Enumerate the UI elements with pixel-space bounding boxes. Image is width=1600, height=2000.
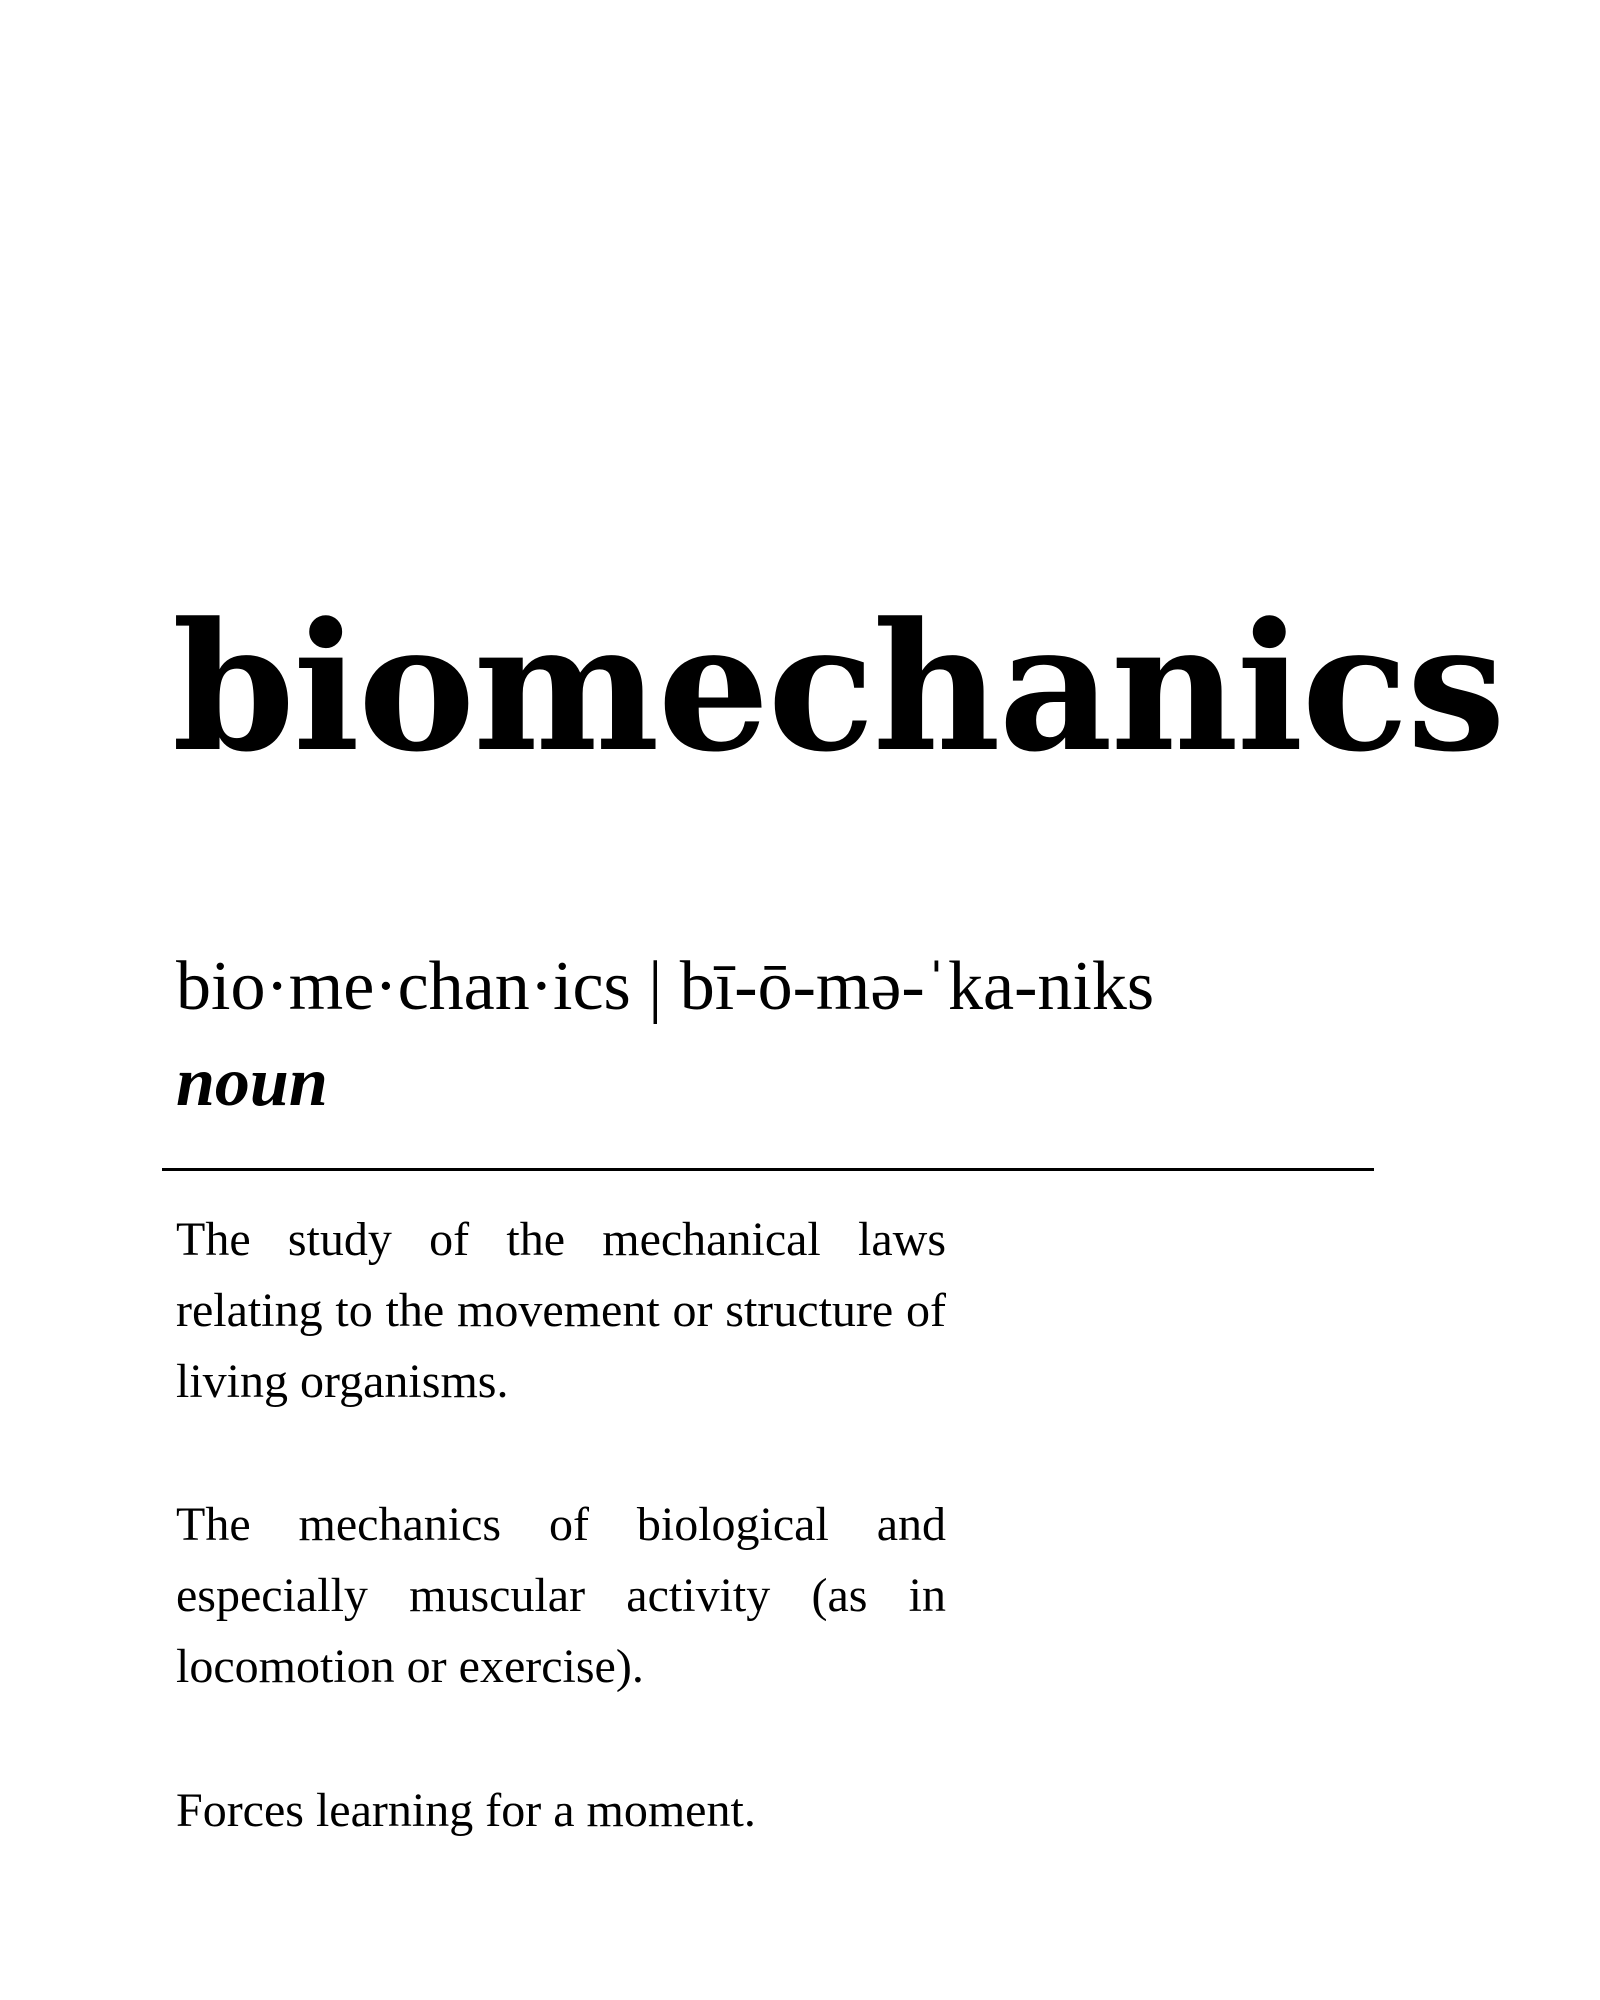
pronunciation: bio·me·chan·ics | bī-ō-mə-ˈka-niks bbox=[176, 948, 1155, 1025]
part-of-speech: noun bbox=[176, 1044, 328, 1121]
headword: biomechanics bbox=[172, 584, 1504, 791]
definition-2: The mechanics of biological and especially muscular activity (as in locomotion or exercise). bbox=[176, 1498, 946, 1693]
definition-3: Forces learning for a moment. bbox=[176, 1784, 756, 1837]
divider-line bbox=[162, 1168, 1374, 1171]
definition-1: The study of the mechanical laws relating to the movement or structure of living organisms. bbox=[176, 1213, 946, 1408]
